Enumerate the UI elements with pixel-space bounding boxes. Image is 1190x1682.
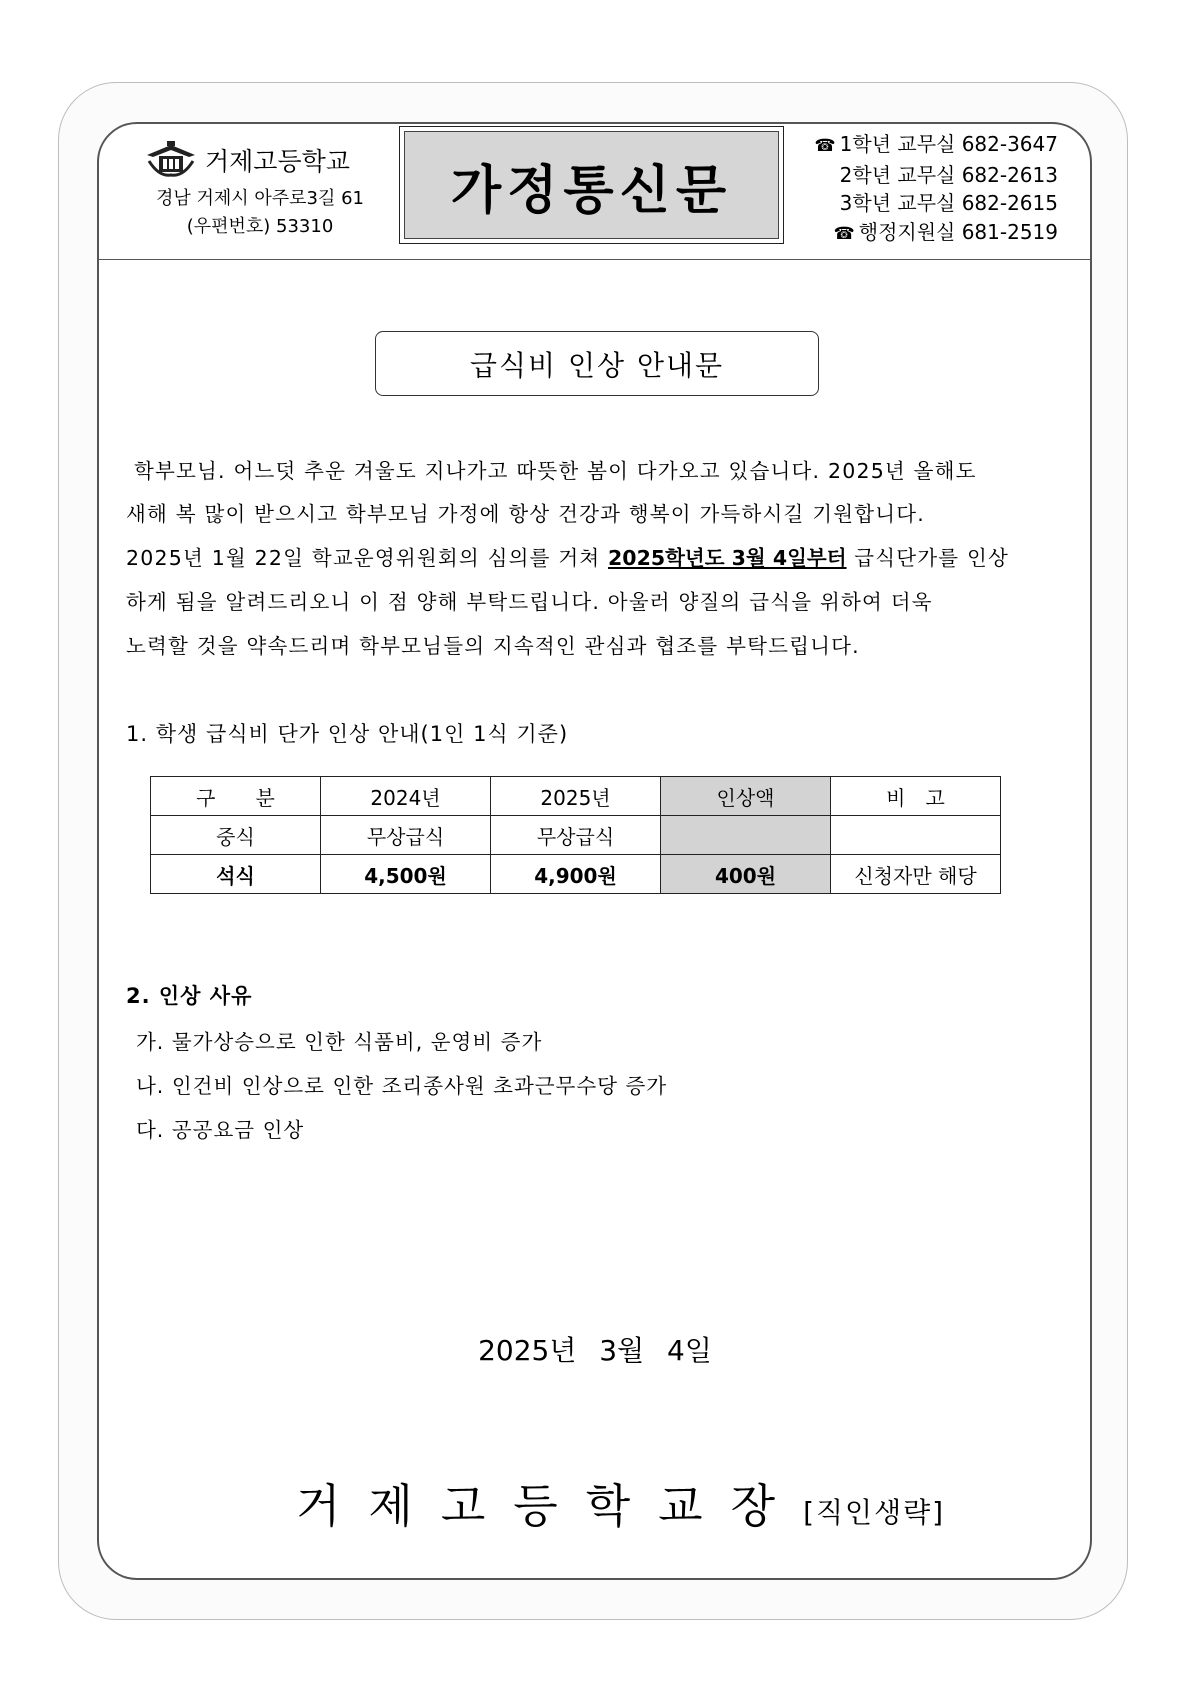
intro-line: 노력할 것을 약속드리며 학부모님들의 지속적인 관심과 협조를 부탁드립니다. — [126, 634, 860, 658]
intro-line: 하게 됨을 알려드리오니 이 점 양해 부탁드립니다. 아울러 양질의 급식을 위하여 더욱 — [126, 590, 933, 614]
school-postal-code: (우편번호) 53310 — [186, 216, 334, 237]
table-header-cell: 2025년 — [491, 777, 661, 816]
table-header-cell: 2024년 — [321, 777, 491, 816]
school-emblem-icon — [143, 141, 199, 179]
principal-title: 거제고등학교장 — [296, 1479, 804, 1533]
intro-line: 학부모님. 어느덧 추운 겨울도 지나가고 따뜻한 봄이 다가오고 있습니다. 2025년 올해도 — [134, 459, 977, 483]
section-heading: 2. 인상 사유 — [126, 984, 253, 1008]
table-row — [151, 855, 1001, 894]
intro-line: 2025년 1월 22일 학교운영위원회의 심의를 거쳐 2025학년도 3월 4일부터 급식단가를 인상 — [126, 546, 1009, 570]
table-row — [151, 816, 1001, 855]
table-cell: 4,900원 — [491, 855, 661, 894]
table-cell: 400원 — [661, 855, 831, 894]
section-heading: 1. 학생 급식비 단가 인상 안내(1인 1식 기준) — [126, 722, 569, 746]
table-cell: 무상급식 — [491, 816, 661, 855]
school-identity — [143, 140, 350, 180]
effective-date-emphasis: 2025학년도 3월 4일부터 — [608, 546, 847, 570]
table-cell: 신청자만 해당 — [831, 855, 1001, 894]
table-cell — [661, 816, 831, 855]
table-header-row — [151, 777, 1001, 816]
telephone-icon: ☎ — [833, 223, 855, 244]
table-header-cell: 구 분 — [151, 777, 321, 816]
table-cell: 석식 — [151, 855, 321, 894]
contact-line: 2학년 교무실 682-2613 — [839, 162, 1058, 187]
table-cell — [831, 816, 1001, 855]
contact-line: ☎ 1학년 교무실 682-3647 — [814, 132, 1058, 156]
school-address: 경남 거제시 아주로3길 61 — [155, 188, 364, 209]
table-cell: 무상급식 — [321, 816, 491, 855]
issue-date: 2025년 3월 4일 — [478, 1334, 712, 1367]
newsletter-title: 가정통신문 — [450, 160, 733, 221]
telephone-icon: ☎ — [814, 136, 836, 156]
reason-item: 가. 물가상승으로 인한 식품비, 운영비 증가 — [136, 1030, 543, 1054]
table-header-cell: 인상액 — [661, 777, 831, 816]
meal-fee-table — [150, 776, 1001, 894]
intro-line: 새해 복 많이 받으시고 학부모님 가정에 항상 건강과 행복이 가득하시길 기원합니다. — [126, 502, 925, 526]
school-name: 거제고등학교 — [205, 147, 350, 176]
table-header-cell: 비 고 — [831, 777, 1001, 816]
contact-line: 3학년 교무실 682-2615 — [839, 191, 1058, 215]
table-cell: 4,500원 — [321, 855, 491, 894]
document-title: 급식비 인상 안내문 — [469, 348, 725, 382]
reason-item: 다. 공공요금 인상 — [136, 1118, 305, 1142]
header-divider — [99, 259, 1090, 260]
principal-signature — [296, 1470, 945, 1536]
contact-line: ☎ 행정지원실 681-2519 — [833, 219, 1058, 244]
contact-list — [814, 130, 1058, 248]
seal-omitted-note: [직인생략] — [803, 1496, 946, 1529]
table-cell: 중식 — [151, 816, 321, 855]
document-title-box — [375, 331, 819, 396]
reason-item: 나. 인건비 인상으로 인한 조리종사원 초과근무수당 증가 — [136, 1074, 668, 1098]
newsletter-title-box — [399, 126, 784, 244]
